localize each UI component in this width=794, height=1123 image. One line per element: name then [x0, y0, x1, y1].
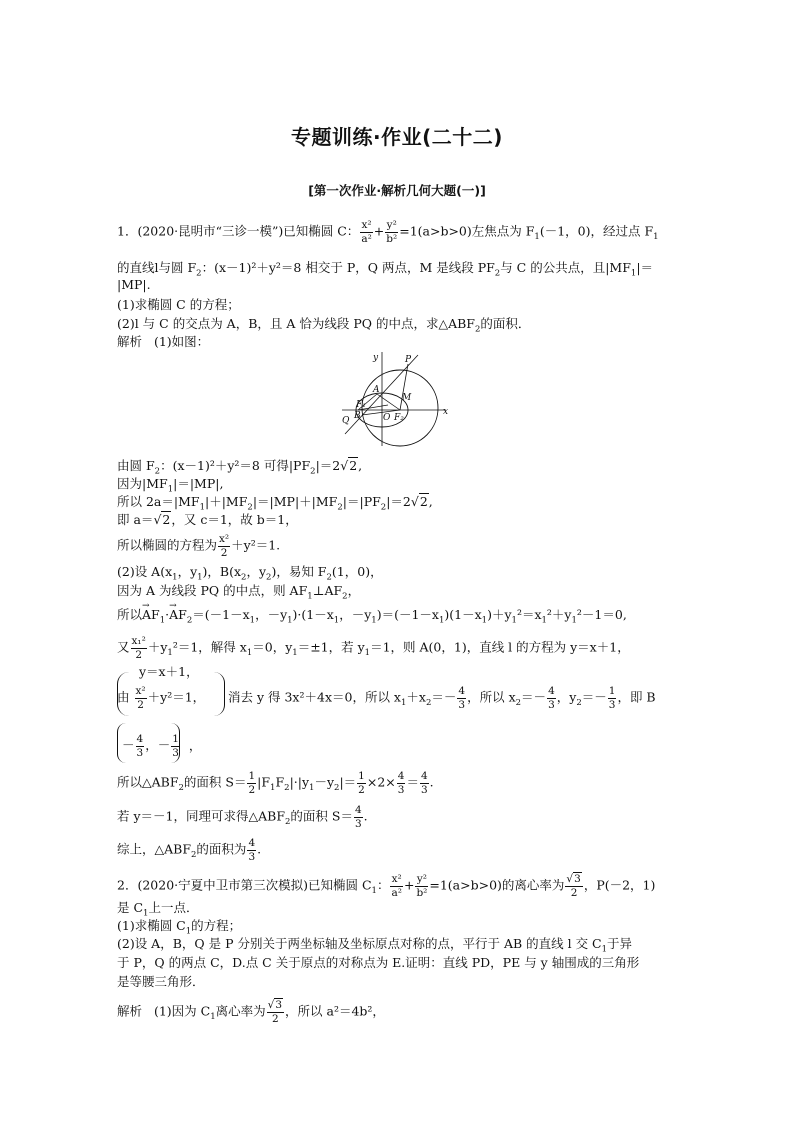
system-eq1: y＝x＋1， — [139, 664, 199, 679]
label-m: M — [402, 393, 412, 403]
solution1-step12: 所以$\triangle ABF_2$的面积 S＝ $\frac{1}{2}$ $|F_1F_2|\cdot|y_1-y_2|=$ $\frac{1}{2}$ ×2× $\frac{4}{3}$ ＝ $\frac{4}{3}$ . — [117, 770, 434, 796]
solution2-line1: 解析 (1)因为 $C_1$离心率为 $\frac{√3}{2}$ ，所以 a²＝4b²， — [117, 999, 385, 1025]
solution1-step13: 若 y＝－1，同理可求得$\triangle ABF_2$的面积 S＝ $\frac{4}{3}$ . — [117, 804, 368, 830]
segment-af2 — [377, 394, 400, 410]
solution1-step8: 所以→ $AF_1\cdot\to AF_2=(-1-x_1$，$-y_1)\cdot(1-x_1$，$-y_1)=(-1-x_1)(1-x_1)+y_1^2=x_1^2+y_1^2-1=0$, — [117, 607, 627, 623]
solution1-step5: 所以椭圆的方程为 $\frac{\text{x²}}{2}$ ＋y²＝1. — [117, 533, 281, 559]
ellipse-circle-figure — [340, 348, 450, 448]
page-title: 专题训练·作业(二十二) — [291, 125, 503, 149]
segment-pf2 — [400, 364, 408, 410]
label-b: B — [354, 411, 361, 421]
label-f1: F₁ — [356, 400, 366, 410]
section-subtitle: [第一次作业·解析几何大题(一)] — [308, 183, 486, 198]
solution1-step2: 因为$|MF_1|=|MP|$, — [117, 476, 224, 495]
label-q: Q — [342, 416, 350, 426]
problem2-line1: 2．(2020·宁夏中卫市第三次模拟)已知椭圆 $C_1$： $\frac{\text{x²}}{\text{a²}}$ + $\frac{\text{y²}}{\text{b²}}$ =1(a>b>0)的离心率为 $\frac{√3}{2}$ ，P(－2，1) — [117, 873, 656, 899]
problem1-line1: 1．(2020·昆明市“三诊一模”)已知椭圆 C： $\frac{\text{x²}}{\text{a²}}$ + $\frac{\text{y²}}{\text{b²}}$ =1(a>b>0)左焦点为 $F_1(-1$，0)，经过点 $F_1$ — [117, 219, 659, 245]
problem2-question2-line2: 于 P，Q 的两点 C，D.点 C 关于原点的对称点为 E.证明：直线 PD，PE 与 y 轴围成的三角形 — [117, 955, 640, 970]
problem2-question2-line3: 是等腰三角形． — [117, 974, 205, 989]
label-f2: F₂ — [394, 413, 404, 423]
solution1-step14: 综上，$\triangle ABF_2$的面积为 $\frac{4}{3}$ . — [117, 837, 262, 863]
solution1-step9: 又 $\frac{\text{x₁²}}{2}$ $+y_1^2=1$，解得 $x_1=0$，$y_1=\pm 1$，若 $y_1=1$，则 A(0，1)，直线 l 的方程为 y＝x＋1， — [117, 635, 630, 661]
problem1-question1: (1)求椭圆 C 的方程； — [117, 297, 240, 312]
label-o: O — [383, 413, 391, 423]
problem2-question2-line1: (2)设 A，B，Q 是 P 分别关于两坐标轴及坐标原点对称的点，平行于 AB 的直线 l 交 $C_1$于异 — [117, 936, 633, 955]
solution1-head: 解析 (1)如图： — [117, 334, 210, 349]
solution1-step6: (2)设 $A(x_1$，$y_1$)，$B(x_2$，$y_2$)，易知 $F_2(1$，0)， — [117, 564, 383, 583]
solution1-step3: 所以 $2a=|MF_1|+|MF_2|=|MP|+|MF_2|=|PF_2|=2√2$, — [117, 494, 433, 513]
problem1-line2: 的直线l与圆 $F_2$：(x－1)²＋y²＝8 相交于 P，Q 两点，M 是线段 $PF_2$与 C 的公共点，且$|MF_1|=$ — [117, 260, 654, 279]
solution1-step4: 即 a＝√2，又 c＝1，故 b＝1， — [117, 512, 298, 527]
problem2-question1: (1)求椭圆 $C_1$的方程； — [117, 918, 242, 937]
label-a: A — [373, 385, 380, 395]
solution1-step7: 因为 A 为线段 PQ 的中点，则 $AF_1\perp AF_2$， — [117, 583, 361, 602]
solution1-step11: － $\frac{4}{3}$ ，－ $\frac{1}{3}$ ， — [122, 733, 202, 759]
label-p: P — [405, 355, 412, 365]
label-x: x — [443, 407, 449, 417]
solution1-step1: 由圆 $F_2$：(x－1)²＋y²＝8 可得$|PF_2|=2√2$, — [117, 458, 363, 477]
problem2-line2: 是 $C_1$上一点． — [117, 900, 199, 919]
solution1-step10: 消去 y 得 3x²＋4x＝0，所以 $x_1+x_2=-$ $\frac{4}{3}$ ，所以 $x_2=-$ $\frac{4}{3}$ ，$y_2=-$ $\frac{1}{3}$ ，即 B — [228, 685, 656, 711]
problem1-line3: |MP|. — [117, 277, 151, 292]
system-brace-right — [214, 672, 225, 716]
problem1-question2: (2)l 与 C 的交点为 A，B，且 A 恰为线段 PQ 的中点，求$\triangle ABF_2$的面积． — [117, 316, 531, 335]
system-eq2: 由 $\frac{\text{x²}}{2}$ ＋y²＝1， — [117, 685, 206, 711]
label-y: y — [373, 353, 379, 363]
